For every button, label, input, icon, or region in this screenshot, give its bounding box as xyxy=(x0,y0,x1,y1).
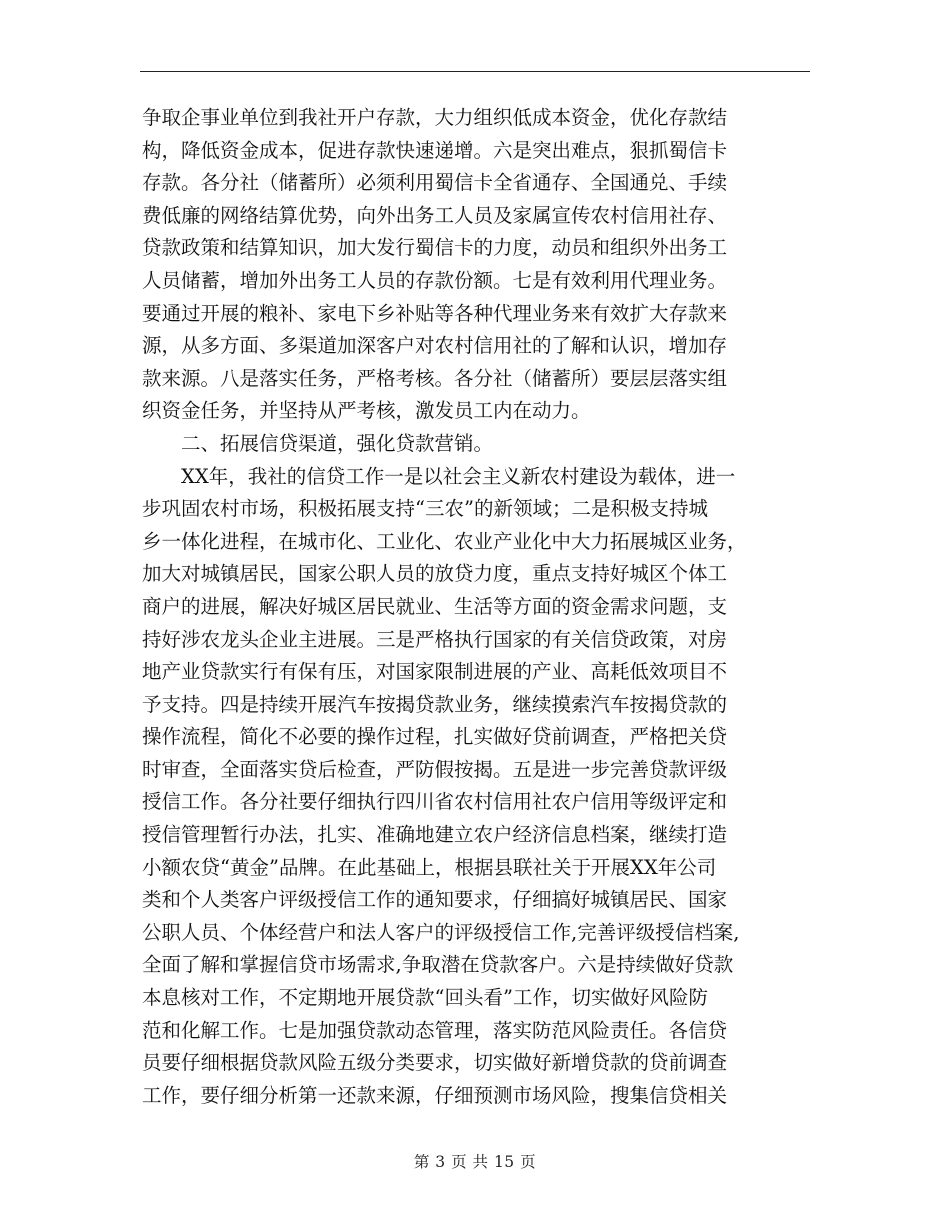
header-rule xyxy=(140,71,810,72)
text-line: 加大对城镇居民，国家公职人员的放贷力度，重点支持好城区个体工 xyxy=(142,562,728,586)
text-line: 全面了解和掌握信贷市场需求,争取潜在贷款客户。六是持续做好贷款 xyxy=(142,953,734,977)
text-line: 公职人员、个体经营户和法人客户的评级授信工作,完善评级授信档案, xyxy=(142,920,740,944)
text-line: 人员储蓄，增加外出务工人员的存款份额。七是有效利用代理业务。 xyxy=(142,268,728,292)
text-line: 二、拓展信贷渠道，强化贷款营销。 xyxy=(181,431,494,455)
text-line: 员要仔细根据贷款风险五级分类要求，切实做好新增贷款的贷前调查 xyxy=(142,1051,728,1075)
text-line: 商户的进展，解决好城区居民就业、生活等方面的资金需求问题，支 xyxy=(142,594,728,618)
text-line: 源，从多方面、多渠道加深客户对农村信用社的了解和认识，增加存 xyxy=(142,334,728,358)
text-line: 授信管理暂行办法，扎实、准确地建立农户经济信息档案，继续打造 xyxy=(142,823,728,847)
text-line: 存款。各分社（储蓄所）必须利用蜀信卡全省通存、全国通兑、手续 xyxy=(142,171,728,195)
text-line: 款来源。八是落实任务，严格考核。各分社（储蓄所）要层层落实组 xyxy=(142,366,728,390)
text-line: 要通过开展的粮补、家电下乡补贴等各种代理业务来有效扩大存款来 xyxy=(142,301,728,325)
text-line: 构，降低资金成本，促进存款快速递增。六是突出难点，狠抓蜀信卡 xyxy=(142,138,728,162)
page-footer: 第 3 页 共 15 页 xyxy=(413,1153,537,1171)
text-line: 类和个人类客户评级授信工作的通知要求，仔细搞好城镇居民、国家 xyxy=(142,888,728,912)
text-line: 持好涉农龙头企业主进展。三是严格执行国家的有关信贷政策，对房 xyxy=(142,627,728,651)
text-line: 地产业贷款实行有保有压，对国家限制进展的产业、高耗低效项目不 xyxy=(142,660,728,684)
text-line: 费低廉的网络结算优势，向外出务工人员及家属宣传农村信用社存、 xyxy=(142,203,728,227)
text-line: 时审查，全面落实贷后检查，严防假按揭。五是进一步完善贷款评级 xyxy=(142,757,728,781)
text-line: 贷款政策和结算知识，加大发行蜀信卡的力度，动员和组织外出务工 xyxy=(142,236,728,260)
text-line: 操作流程，简化不必要的操作过程，扎实做好贷前调查，严格把关贷 xyxy=(142,725,728,749)
text-line: 乡一体化进程，在城市化、工业化、农业产业化中大力拓展城区业务， xyxy=(142,529,747,553)
text-line: 本息核对工作，不定期地开展贷款“回头看”工作，切实做好风险防 xyxy=(142,986,708,1010)
text-line: 工作，要仔细分析第一还款来源，仔细预测市场风险，搜集信贷相关 xyxy=(142,1083,728,1107)
text-line: 小额农贷“黄金”品牌。在此基础上，根据县联社关于开展XX年公司 xyxy=(142,855,717,879)
text-line: 步巩固农村市场，积极拓展支持“三农”的新领域；二是积极支持城 xyxy=(142,497,708,521)
text-line: 织资金任务，并坚持从严考核，激发员工内在动力。 xyxy=(142,399,591,423)
document-body xyxy=(142,102,810,1112)
text-line: 范和化解工作。七是加强贷款动态管理，落实防范风险责任。各信贷 xyxy=(142,1018,728,1042)
text-line: XX年，我社的信贷工作一是以社会主义新农村建设为载体，进一 xyxy=(181,464,736,488)
text-line: 争取企事业单位到我社开户存款，大力组织低成本资金，优化存款结 xyxy=(142,106,728,129)
text-line: 授信工作。各分社要仔细执行四川省农村信用社农户信用等级评定和 xyxy=(142,790,728,814)
text-line: 予支持。四是持续开展汽车按揭贷款业务，继续摸索汽车按揭贷款的 xyxy=(142,692,728,716)
